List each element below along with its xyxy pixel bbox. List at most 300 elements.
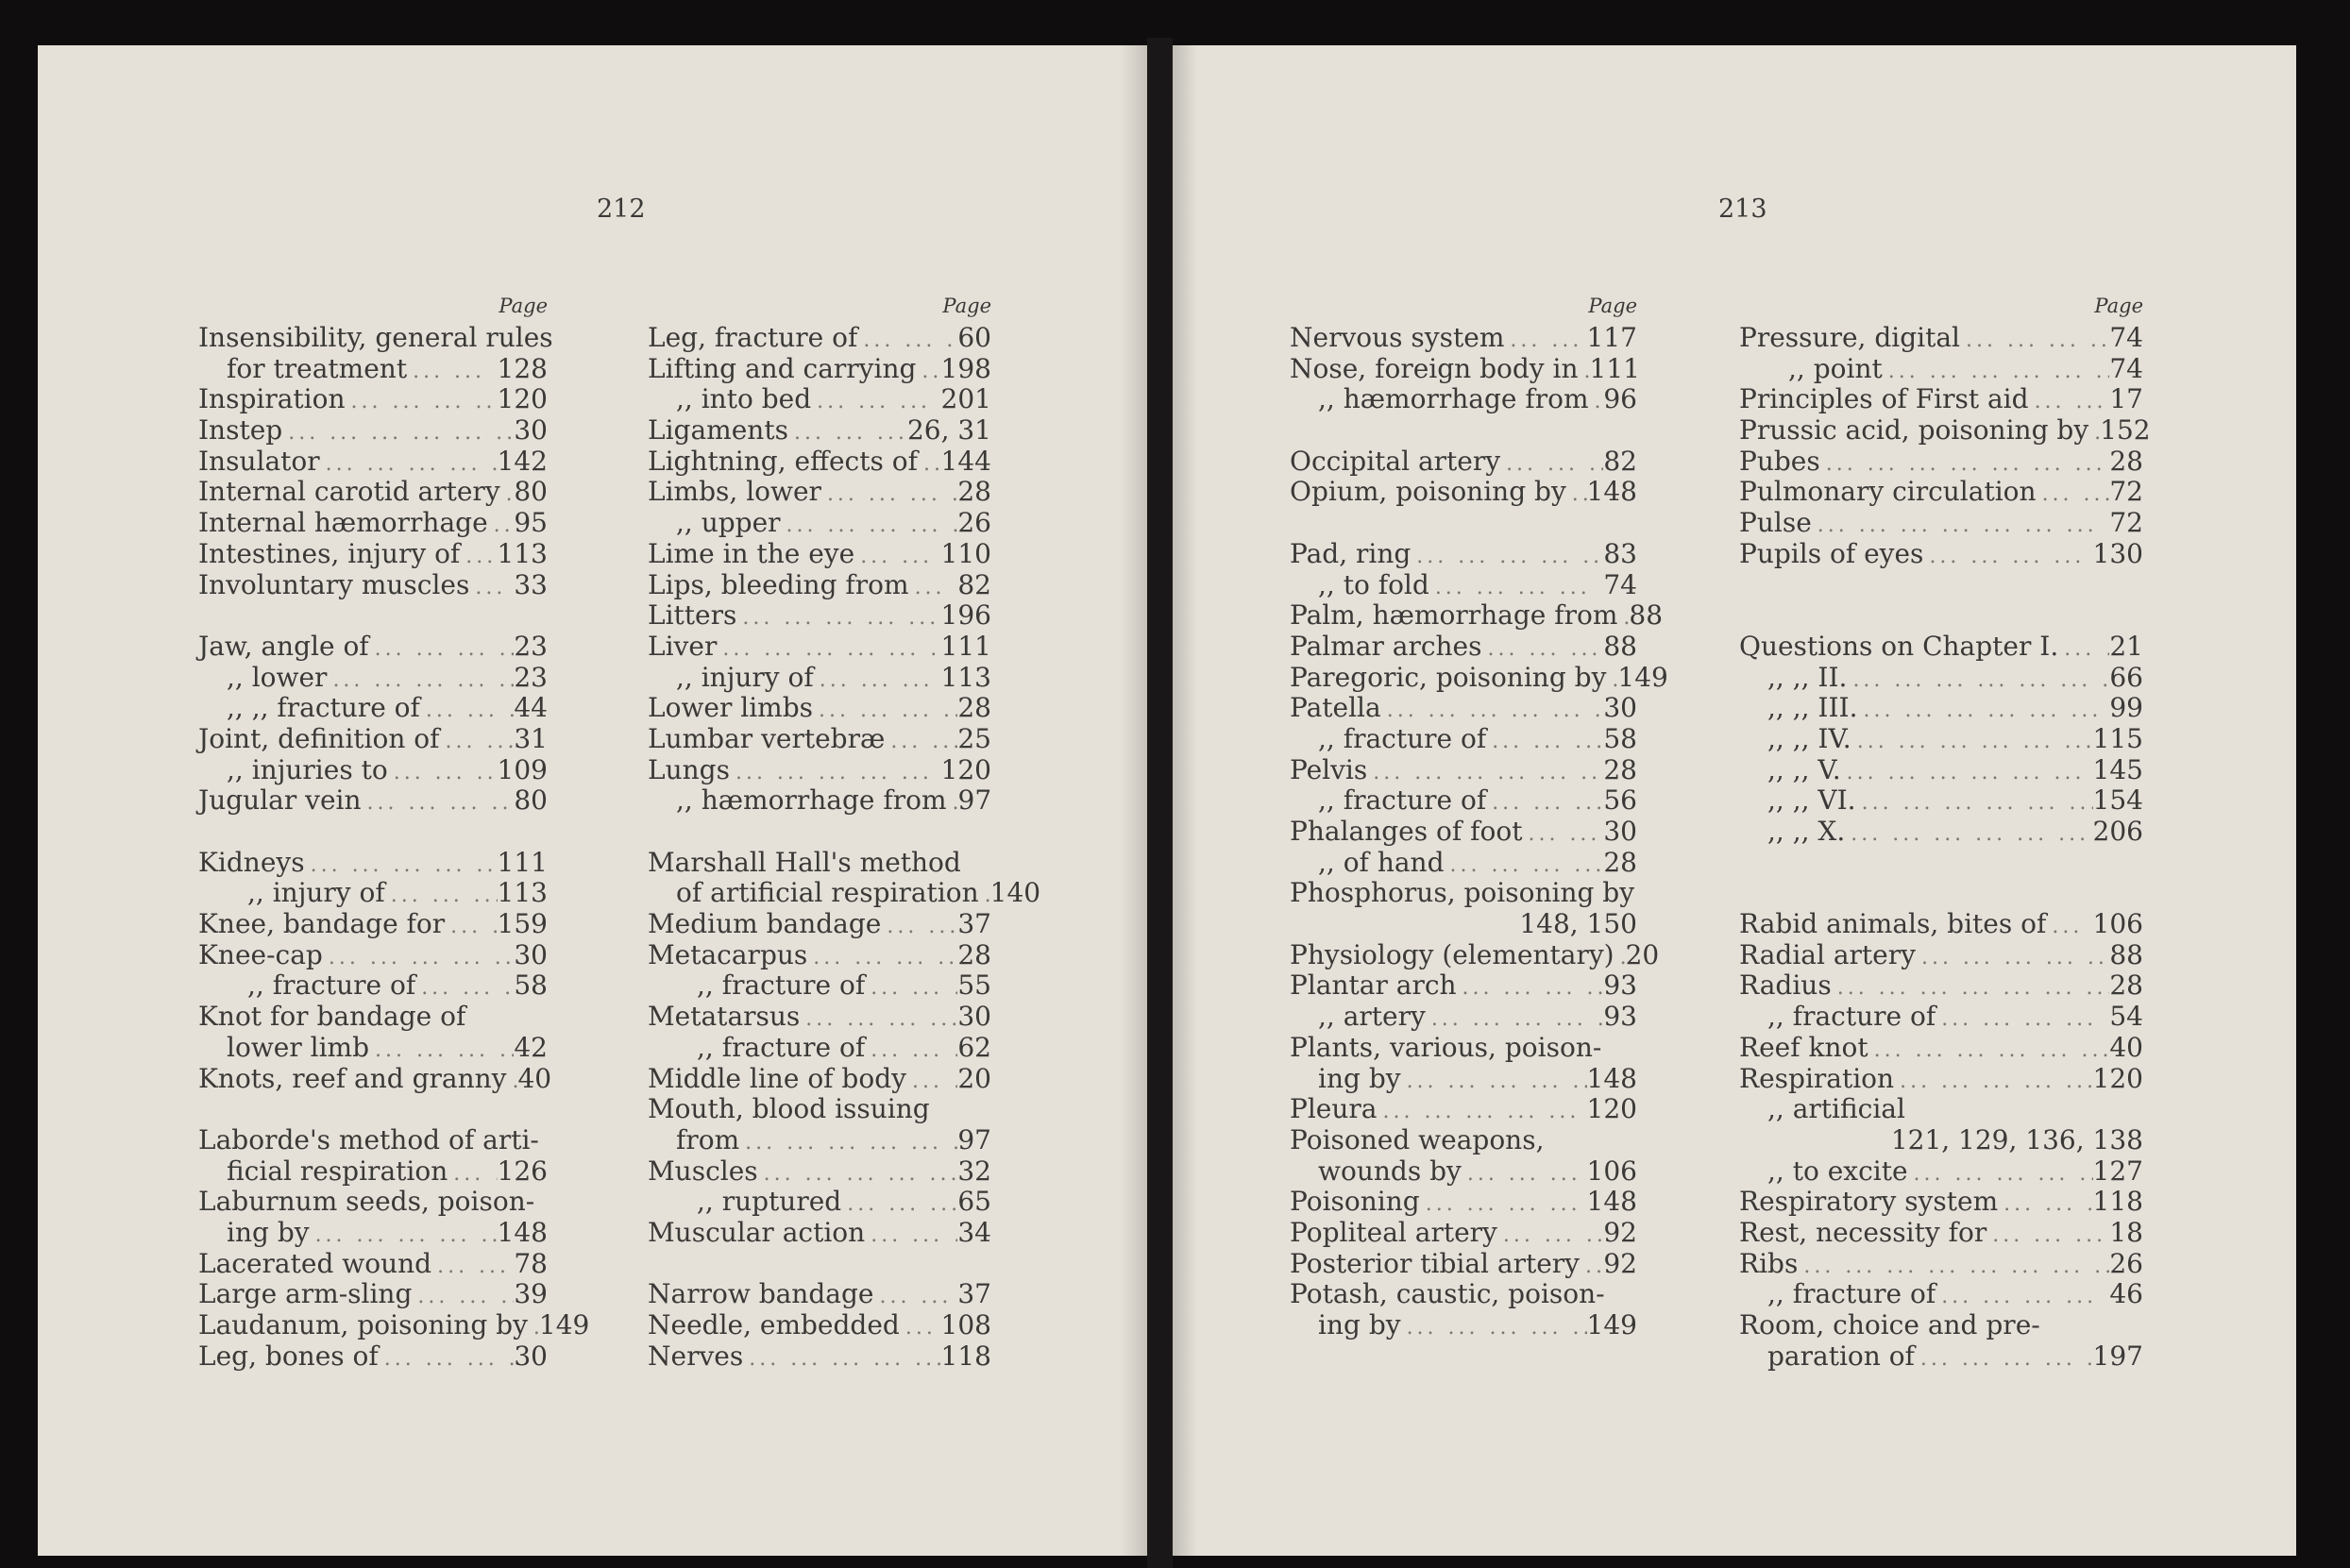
entry-term: ,, injury of [676, 661, 814, 693]
index-entry [648, 477, 991, 508]
index-entry [648, 909, 991, 940]
entry-term: Posterior tibial artery [1290, 1247, 1580, 1279]
dot-leader [1845, 819, 2092, 851]
dot-leader [821, 480, 957, 511]
entry-page-number: 20 [957, 1062, 991, 1094]
entry-page-number: 92 [1603, 1247, 1637, 1279]
entry-page-number: 127 [2092, 1155, 2143, 1187]
entry-list [198, 322, 590, 1372]
dot-leader [1851, 727, 2093, 758]
index-entry [648, 1187, 991, 1218]
dot-leader [1847, 666, 2109, 697]
entry-page-number: 113 [497, 537, 548, 569]
index-entry [1739, 1310, 2143, 1341]
index-entry [1739, 1156, 2143, 1188]
index-entry [1739, 663, 2143, 694]
entry-page-number: 39 [514, 1278, 548, 1310]
entry-page-number: 66 [2109, 661, 2143, 693]
entry-term: from [676, 1123, 740, 1155]
index-entry [648, 384, 991, 415]
entry-term: Pad, ring [1290, 537, 1412, 569]
entry-page-number: 88 [2109, 938, 2143, 970]
entry-term: Rest, necessity for [1739, 1216, 1987, 1248]
index-entry [1739, 940, 2143, 971]
entry-term: Leg, fracture of [648, 322, 858, 353]
dot-leader [1486, 727, 1603, 758]
dot-leader [1462, 1159, 1587, 1190]
entry-term: Popliteal artery [1290, 1216, 1497, 1248]
dot-leader [445, 912, 497, 943]
entry-page-number: 44 [514, 692, 548, 724]
index-entry [648, 447, 991, 478]
dot-leader [369, 634, 515, 666]
entry-term: Poisoned weapons, [1290, 1123, 1545, 1155]
entry-page-number: 120 [940, 753, 991, 785]
entry-term: Pelvis [1290, 753, 1368, 785]
entry-term: Leg, bones of [198, 1340, 379, 1372]
index-entry [1739, 1094, 2143, 1125]
index-column [1290, 293, 1668, 1341]
dot-leader [857, 326, 957, 357]
entry-term: Laborde's method of arti- [198, 1123, 539, 1155]
entry-term: Lumbar vertebræ [648, 722, 886, 754]
dot-leader [1589, 387, 1604, 418]
dot-leader [2058, 634, 2109, 666]
index-entry [1739, 323, 2143, 354]
index-entry [648, 508, 991, 539]
entry-page-number: 159 [497, 908, 548, 940]
index-entry [1739, 1218, 2143, 1249]
entry-term: ,, fracture of [1318, 784, 1487, 817]
index-entry [648, 1125, 991, 1156]
page-number: 212 [597, 194, 646, 224]
dot-leader [2037, 480, 2110, 511]
index-entry [648, 940, 991, 971]
entry-page-number: 140 [989, 877, 1041, 909]
entry-page-number: 111 [940, 630, 991, 662]
dot-leader [743, 1344, 940, 1375]
index-entry [1739, 539, 2143, 570]
entry-page-number: 25 [957, 722, 991, 754]
entry-page-number: 128 [497, 352, 548, 384]
index-entry [1290, 447, 1637, 478]
entry-term: Intestines, injury of [198, 537, 461, 569]
dot-leader [346, 387, 498, 418]
entry-term: Jugular vein [198, 784, 362, 817]
entry-term: Lifting and carrying [648, 352, 917, 384]
index-entry [198, 909, 548, 940]
dot-leader [431, 1252, 514, 1283]
entry-term: Rabid animals, bites of [1739, 908, 2047, 940]
entry-term: Plantar arch [1290, 969, 1457, 1002]
entry-term: Inspiration [198, 383, 346, 415]
entry-term: paration of [1767, 1340, 1915, 1372]
index-entry [648, 1341, 991, 1373]
entry-page-number: 26, 31 [906, 414, 991, 447]
index-entry [1739, 384, 2143, 415]
dot-leader [1812, 511, 2110, 542]
entry-page-number: 23 [514, 630, 548, 662]
entry-term: ,, hæmorrhage from [676, 784, 947, 817]
entry-term: Lightning, effects of [648, 445, 918, 477]
index-entry [198, 663, 548, 694]
entry-term: Questions on Chapter I. [1739, 630, 2059, 662]
index-entry [1739, 1002, 2143, 1033]
index-entry [1290, 661, 1668, 694]
entry-page-number: 30 [514, 938, 548, 970]
index-entry [198, 1187, 548, 1218]
entry-term: ,, fracture of [1318, 722, 1487, 754]
entry-page-number: 99 [2109, 692, 2143, 724]
entry-term: Plants, various, poison- [1290, 1031, 1602, 1063]
entry-term: wounds by [1318, 1155, 1462, 1187]
entry-page-number: 108 [940, 1309, 991, 1340]
entry-page-number: 206 [2092, 816, 2143, 847]
entry-page-number: 74 [2109, 322, 2143, 353]
dot-leader [1915, 1344, 2093, 1375]
entry-page-number: 20 [1625, 938, 1660, 970]
entry-page-number: 118 [940, 1340, 991, 1372]
dot-leader [1401, 1313, 1587, 1344]
index-entry [198, 1218, 548, 1249]
index-entry [1290, 539, 1637, 570]
dot-leader [1857, 696, 2109, 727]
dot-leader [1522, 819, 1603, 851]
entry-page-number: 145 [2092, 753, 2143, 785]
entry-term: for treatment [227, 352, 408, 384]
entry-page-number: 148 [1586, 476, 1637, 508]
entry-page-number: 93 [1603, 1001, 1637, 1033]
index-entry [1290, 1310, 1637, 1341]
index-entry [1739, 909, 2143, 940]
entry-term: Mouth, blood issuing [648, 1093, 930, 1125]
entry-page-number: 111 [497, 846, 548, 878]
index-entry [648, 1279, 991, 1310]
dot-leader [947, 788, 958, 819]
index-entry [648, 632, 991, 663]
entry-page-number: 126 [497, 1155, 548, 1187]
entry-term: Instep [198, 414, 283, 447]
entry-term: Pubes [1739, 445, 1820, 477]
entry-term: Respiration [1739, 1062, 1895, 1094]
index-entry [198, 1279, 548, 1310]
entry-page-number: 120 [1586, 1093, 1637, 1125]
entry-term: ing by [1318, 1309, 1401, 1340]
entry-term: Lower limbs [648, 692, 814, 724]
entry-page-number: 37 [957, 908, 991, 940]
entry-term: Metacarpus [648, 938, 808, 970]
dot-leader [1936, 1004, 2109, 1036]
entry-term: Radius [1739, 969, 1832, 1002]
entry-page-number: 60 [957, 322, 991, 353]
dot-leader [2088, 418, 2100, 449]
index-entry [1290, 848, 1637, 879]
book-gutter [1147, 38, 1173, 1568]
page-number: 213 [1718, 194, 1767, 224]
entry-page-number: 154 [2092, 784, 2143, 817]
index-entry [1290, 570, 1637, 601]
index-entry [648, 415, 991, 447]
entry-page-number: 78 [514, 1247, 548, 1279]
entry-term: Pulmonary circulation [1739, 476, 2037, 508]
entry-term: Marshall Hall's method [648, 846, 961, 878]
index-entry [648, 848, 991, 879]
entry-term: ,, fracture of [1767, 1001, 1936, 1033]
entry-page-number: 30 [1603, 816, 1637, 847]
index-entry [1739, 1033, 2143, 1064]
entry-term: ,, upper [676, 507, 781, 539]
dot-leader [717, 634, 940, 666]
index-entry [1739, 1279, 2143, 1310]
dot-leader [1457, 973, 1604, 1004]
entry-page-number: 62 [957, 1031, 991, 1063]
entry-term: Ribs [1739, 1247, 1799, 1279]
entry-page-number: 120 [497, 383, 548, 415]
left-page [38, 45, 1147, 1556]
entry-page-number: 97 [957, 1123, 991, 1155]
entry-page-number: 111 [1589, 352, 1640, 384]
index-entry [198, 1062, 552, 1095]
entry-page-number: 55 [957, 969, 991, 1002]
index-entry [1290, 632, 1637, 663]
index-entry [1739, 1249, 2143, 1280]
index-entry [648, 970, 991, 1002]
index-entry [1739, 632, 2143, 663]
entry-term: Pressure, digital [1739, 322, 1960, 353]
entry-term: Respiratory system [1739, 1186, 1999, 1218]
dot-leader [781, 511, 958, 542]
index-entry [1739, 785, 2143, 817]
dot-leader [1856, 788, 2093, 819]
entry-page-number: 26 [957, 507, 991, 539]
index-entry [1290, 1094, 1637, 1125]
index-entry [1739, 755, 2143, 786]
index-entry [1739, 970, 2143, 1002]
dot-leader [885, 727, 957, 758]
index-entry [198, 322, 553, 354]
entry-page-number: 95 [514, 507, 548, 539]
entry-page-number: 34 [957, 1216, 991, 1248]
dot-leader [388, 758, 498, 789]
index-entry [1739, 508, 2143, 539]
entry-page-number: 106 [2092, 908, 2143, 940]
dot-leader [1377, 1097, 1586, 1128]
entry-term: ,, into bed [676, 383, 812, 415]
entry-page-number: 32 [957, 1155, 991, 1187]
entry-term: ing by [227, 1216, 310, 1248]
index-entry [1290, 1279, 1637, 1310]
entry-term: Pleura [1290, 1093, 1378, 1125]
entry-page-number: 42 [514, 1031, 548, 1063]
dot-leader [379, 1344, 515, 1375]
entry-term: Lungs [648, 753, 730, 785]
entry-term: ,, artery [1318, 1001, 1426, 1033]
entry-term: Physiology (elementary) [1290, 938, 1615, 970]
entry-page-number: 30 [514, 1340, 548, 1372]
entry-page-number: 80 [514, 476, 548, 508]
entry-term: ,, of hand [1318, 846, 1445, 878]
entry-term: ,, fracture of [697, 1031, 866, 1063]
dot-leader [1916, 943, 2109, 974]
entry-term: Lips, bleeding from [648, 568, 909, 600]
entry-term: Reef knot [1739, 1031, 1868, 1063]
index-entry [1290, 909, 1637, 940]
entry-term: Pupils of eyes [1739, 537, 1924, 569]
index-entry [648, 323, 991, 354]
entry-term: Liver [648, 630, 718, 662]
index-entry [648, 1156, 991, 1188]
entry-term: Poisoning [1290, 1186, 1420, 1218]
dot-leader [918, 449, 941, 481]
dot-leader [506, 1067, 517, 1098]
index-entry [648, 570, 991, 601]
entry-page-number: 88 [1603, 630, 1637, 662]
entry-term: Lacerated wound [198, 1247, 432, 1279]
entry-page-number: 28 [957, 938, 991, 970]
index-entry [198, 570, 548, 601]
index-entry [648, 663, 991, 694]
dot-leader [800, 1004, 957, 1036]
entry-page-number: 23 [514, 661, 548, 693]
entry-term: Large arm-sling [198, 1278, 413, 1310]
entry-page-number: 74 [2109, 352, 2143, 384]
entry-term: lower limb [227, 1031, 370, 1063]
column-header: Page [499, 295, 548, 317]
index-entry [198, 724, 548, 755]
index-entry [1290, 1218, 1637, 1249]
entry-page-number: 31 [514, 722, 548, 754]
entry-page-number: 40 [517, 1062, 552, 1094]
entry-term: Internal hæmorrhage [198, 507, 488, 539]
entry-page-number: 72 [2109, 507, 2143, 539]
entry-page-number: 58 [514, 969, 548, 1002]
index-entry [1290, 1156, 1637, 1188]
dot-leader [1894, 1067, 2092, 1098]
entry-page-number: 28 [1603, 753, 1637, 785]
dot-leader [2046, 912, 2092, 943]
entry-page-number: 46 [2109, 1278, 2143, 1310]
entry-page-number: 196 [940, 599, 991, 632]
index-entry [1739, 1187, 2143, 1218]
entry-term: Needle, embedded [648, 1309, 900, 1340]
index-entry [1739, 1125, 2143, 1156]
entry-term: Medium bandage [648, 908, 882, 940]
index-entry [198, 1033, 548, 1064]
index-entry [1739, 693, 2143, 724]
dot-leader [865, 973, 957, 1004]
index-entry [198, 848, 548, 879]
dot-leader [900, 1313, 941, 1344]
index-entry [1290, 1002, 1637, 1033]
dot-leader [440, 727, 515, 758]
entry-list [1290, 322, 1668, 1341]
entry-term: Kidneys [198, 846, 305, 878]
entry-page-number: 144 [940, 445, 991, 477]
entry-term: Lime in the eye [648, 537, 855, 569]
index-entry [1739, 354, 2143, 385]
index-entry [198, 1125, 548, 1156]
dot-leader [854, 542, 940, 573]
dot-leader [736, 603, 940, 634]
entry-page-number: 26 [2109, 1247, 2143, 1279]
entry-term: ,, ,, III. [1767, 692, 1858, 724]
entry-term: ,, ,, VI. [1767, 784, 1856, 817]
index-entry [1290, 1187, 1637, 1218]
index-entry [1290, 384, 1637, 415]
entry-term: Joint, definition of [198, 722, 440, 754]
index-entry [198, 477, 548, 508]
dot-leader [1617, 603, 1629, 634]
entry-term: Opium, poisoning by [1290, 476, 1566, 508]
entry-term: Metatarsus [648, 1001, 801, 1033]
entry-page-number: 92 [1603, 1216, 1637, 1248]
dot-leader [310, 1221, 498, 1252]
dot-leader [1960, 326, 2109, 357]
dot-leader [865, 1221, 957, 1252]
entry-term: Knot for bandage of [198, 1001, 466, 1033]
dot-leader [1923, 542, 2092, 573]
entry-page-number: 82 [1603, 445, 1637, 477]
index-column [198, 293, 590, 1372]
index-entry [648, 877, 1041, 909]
dot-leader [1987, 1221, 2109, 1252]
entry-page-number: 80 [514, 784, 548, 817]
entry-list [648, 322, 1041, 1372]
entry-page-number: 148 [497, 1216, 548, 1248]
index-entry [1290, 1249, 1637, 1280]
index-entry [1739, 817, 2143, 848]
dot-leader [528, 1313, 539, 1344]
entry-page-number: 30 [1603, 692, 1637, 724]
entry-term: Occipital artery [1290, 445, 1501, 477]
index-entry [198, 1156, 548, 1188]
dot-leader [1566, 480, 1587, 511]
index-entry [198, 693, 548, 724]
dot-leader [1411, 542, 1603, 573]
entry-page-number: 113 [497, 877, 548, 909]
entry-page-number: 148 [1586, 1062, 1637, 1094]
index-entry [648, 1002, 991, 1033]
entry-page-number: 88 [1629, 599, 1664, 632]
entry-page-number: 58 [1603, 722, 1637, 754]
entry-term: ,, ruptured [697, 1186, 842, 1218]
index-entry [198, 1341, 548, 1373]
dot-leader [788, 418, 907, 449]
dot-leader [1482, 634, 1604, 666]
entry-term: ,, fracture of [697, 969, 866, 1002]
entry-term: Potash, caustic, poison- [1290, 1278, 1605, 1310]
dot-leader [865, 1036, 957, 1067]
index-entry [648, 1310, 991, 1341]
dot-leader [407, 357, 497, 388]
index-entry [648, 539, 991, 570]
index-entry [1739, 414, 2151, 447]
entry-term: Jaw, angle of [198, 630, 369, 662]
index-entry [198, 508, 548, 539]
entry-term: ,, ,, fracture of [227, 692, 420, 724]
index-entry [198, 940, 548, 971]
index-entry [648, 1064, 991, 1095]
entry-term: ,, injury of [247, 877, 385, 909]
index-entry [1290, 724, 1637, 755]
dot-leader [739, 1128, 957, 1159]
dot-leader [1504, 326, 1586, 357]
entry-page-number: 40 [2109, 1031, 2143, 1063]
entry-page-number: 148, 150 [1519, 908, 1637, 940]
dot-leader [282, 418, 514, 449]
index-entry [1290, 878, 1637, 909]
entry-page-number: 30 [957, 1001, 991, 1033]
